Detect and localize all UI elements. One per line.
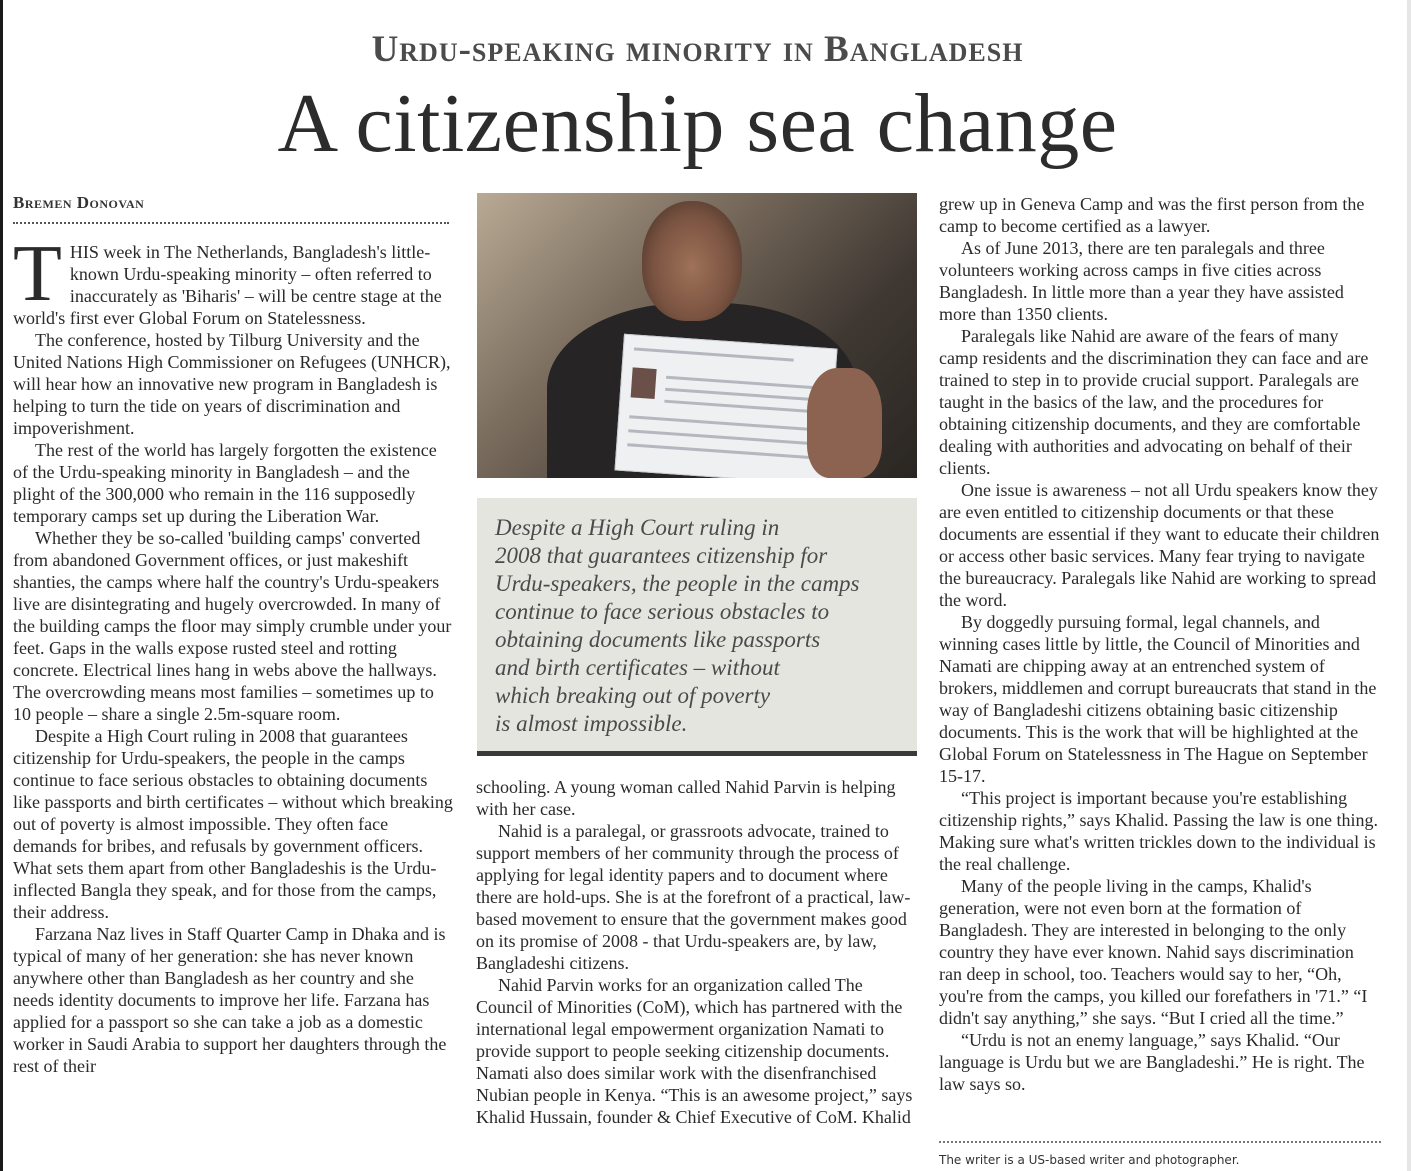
paragraph: Nahid Parvin works for an organization called The Council of Minorities (CoM), which has partnered with the international legal empowerment organization Namati to provide support to people seeking citizenship documents. Namati also does similar work with the disenfranchised Nubian people in Kenya. “This is an awesome project,” says Khalid Hussain, founder & Chief Executive of CoM. Khalid bbox=[476, 975, 913, 1127]
byline-divider bbox=[13, 222, 449, 224]
paragraph bbox=[13, 230, 453, 329]
paragraph: “This project is important because you're establishing citizenship rights,” says Khalid. Passing the law is one thing. Making sure what's written trickles down to the individual is the real challenge. bbox=[939, 788, 1378, 874]
right-edge-margin bbox=[1407, 0, 1411, 1171]
paragraph: As of June 2013, there are ten paralegals and three volunteers working across camps in five cities across Bangladesh. In little more than a year they have assisted more than 1350 clients. bbox=[939, 238, 1344, 324]
paragraph: schooling. A young woman called Nahid Parvin is helping with her case. bbox=[476, 777, 896, 819]
paragraph: Paralegals like Nahid are aware of the fears of many camp residents and the discrimination they can face and are trained to step in to provide crucial support. Paralegals are taught in the basics of the law, and the procedures for obtaining citizenship documents, and they are comfortable dealing with authorities and advocating on behalf of their clients. bbox=[939, 326, 1369, 478]
article-column-1 bbox=[13, 230, 453, 1077]
paragraph: By doggedly pursuing formal, legal channels, and winning cases little by little, the Council of Minorities and Namati are chipping away at an entrenched system of brokers, middlemen and corrupt bureaucrats that stand in the way of Bangladeshi citizens obtaining basic citizenship documents. This is the work that will be highlighted at the Global Forum on Statelessness in The Hague on September 15-17. bbox=[939, 612, 1377, 786]
drop-cap: T bbox=[13, 230, 62, 318]
document-line bbox=[664, 400, 814, 413]
paragraph: “Urdu is not an enemy language,” says Khalid. “Our language is Urdu but we are Bangladeshi.” He is right. The law says so. bbox=[939, 1030, 1365, 1094]
article-photo bbox=[477, 193, 917, 478]
document-portrait bbox=[631, 367, 657, 399]
left-edge-rule bbox=[0, 0, 3, 1171]
article-column-2 bbox=[476, 776, 918, 1128]
paragraph: Nahid is a paralegal, or grassroots advocate, trained to support members of her community through the process of applying for legal identity papers and to document where there are hold-ups. She is at the forefront of a practical, law-based movement to ensure that the government makes good on its promise of 2008 - that Urdu-speakers are, by law, Bangladeshi citizens. bbox=[476, 821, 911, 973]
kicker: Urdu-speaking minority in Bangladesh bbox=[371, 29, 1024, 70]
paragraph: Whether they be so-called 'building camps' converted from abandoned Government offices, or just makeshift shanties, the camps where half the country's Urdu-speakers live are disintegrating and hugely overcrowded. In many of the building camps the floor may simply crumble under your feet. Gaps in the walls expose rusted steel and rotting concrete. Electrical lines hang in webs above the hallways. The overcrowding means most families – sometimes up to 10 people – share a single 2.5m-square room. bbox=[13, 528, 452, 724]
photo-figure-head bbox=[642, 201, 742, 321]
document-line bbox=[634, 347, 794, 361]
document-line bbox=[665, 388, 815, 401]
pull-quote-box bbox=[477, 498, 917, 756]
document-line bbox=[628, 429, 813, 445]
document-line bbox=[629, 415, 814, 431]
author-footnote: The writer is a US-based writer and photographer. bbox=[939, 1153, 1240, 1167]
photo-identity-document bbox=[614, 334, 837, 478]
paragraph: The rest of the world has largely forgotten the existence of the Urdu-speaking minority in Bangladesh – and the plight of the 300,000 who remain in the 116 supposedly temporary camps set up during the Liberation War. bbox=[13, 440, 437, 526]
paragraph: grew up in Geneva Camp and was the first person from the camp to become certified as a lawyer. bbox=[939, 194, 1365, 236]
paragraph-text: HIS week in The Netherlands, Bangladesh's little-known Urdu-speaking minority – often referred to inaccurately as 'Biharis' – will be centre stage at the world's first ever Global Forum on Statelessness. bbox=[13, 242, 442, 328]
paragraph: Farzana Naz lives in Staff Quarter Camp in Dhaka and is typical of many of her generation: she has never known anywhere other than Bangladesh as her country and she needs identity documents to improve her life. Farzana has applied for a passport so she can take a job as a domestic worker in Saudi Arabia to support her daughters through the rest of their bbox=[13, 924, 447, 1076]
article-column-3 bbox=[939, 193, 1381, 1095]
document-line bbox=[666, 376, 816, 389]
paragraph: One issue is awareness – not all Urdu speakers know they are even entitled to citizenship documents or that these documents are essential if they want to educate their children or access other basic services. Many fear trying to navigate the bureaucracy. Paralegals like Nahid are working to spread the word. bbox=[939, 480, 1380, 610]
photo-hand bbox=[807, 368, 882, 478]
byline: Bremen Donovan bbox=[13, 193, 145, 212]
paragraph: Many of the people living in the camps, Khalid's generation, were not even born at the formation of Bangladesh. They are interested in belonging to the only country they have ever known. Nahid says discrimination ran deep in school, too. Teachers would say to her, “Oh, you're from the camps, you killed our forefathers in '71.” “I didn't say anything,” she says. “But I cried all the time.” bbox=[939, 876, 1368, 1028]
headline: A citizenship sea change bbox=[277, 77, 1118, 170]
paragraph: The conference, hosted by Tilburg University and the United Nations High Commissioner on Refugees (UNHCR), will hear how an innovative new program in Bangladesh is helping to turn the tide on years of discrimination and impoverishment. bbox=[13, 330, 451, 438]
footnote-divider bbox=[939, 1141, 1381, 1143]
document-line bbox=[627, 443, 812, 459]
pull-quote: Despite a High Court ruling in 2008 that guarantees citizenship for Urdu-speakers, the people in the camps continue to face serious obstacles to obtaining documents like passports and birth certificates – without which breaking out of poverty is almost impossible. bbox=[495, 515, 860, 736]
paragraph: Despite a High Court ruling in 2008 that guarantees citizenship for Urdu-speakers, the people in the camps continue to face serious obstacles to obtaining documents like passports and birth certificates – without which breaking out of poverty is almost impossible. They often face demands for bribes, and refusals by government officers. What sets them apart from other Bangladeshis is the Urdu-inflected Bangla they speak, and for those from the camps, their address. bbox=[13, 726, 453, 922]
